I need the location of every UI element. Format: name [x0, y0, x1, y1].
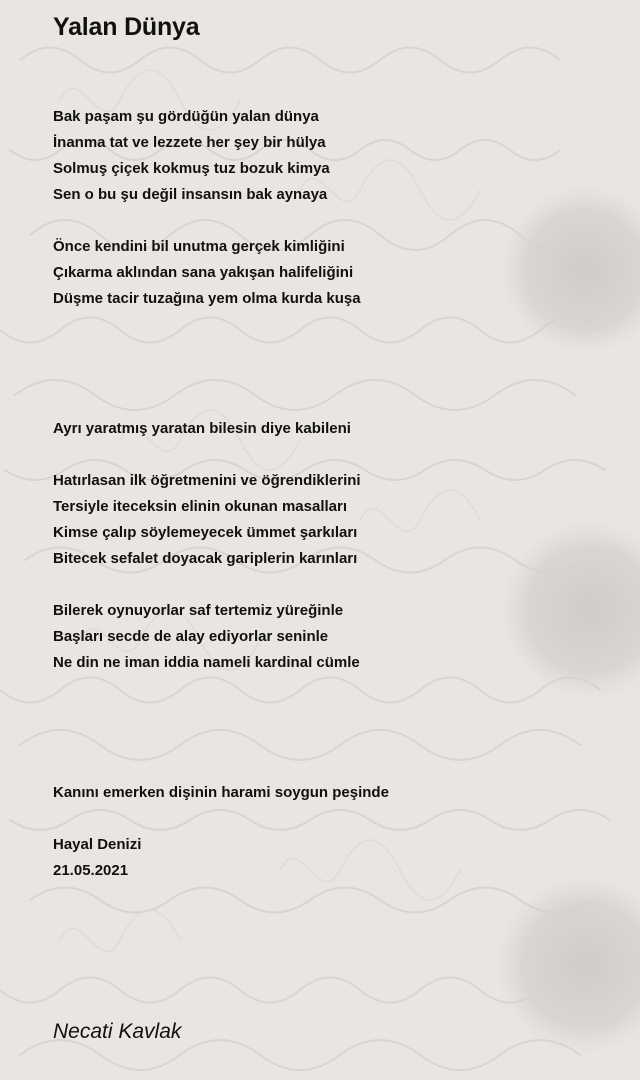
stanza-break — [53, 676, 613, 702]
stanza-break — [53, 754, 613, 780]
stanza-break — [53, 806, 613, 832]
stanza-break — [53, 728, 613, 754]
stanza-break — [53, 208, 613, 234]
stanza-break — [53, 390, 613, 416]
poem-line: Düşme tacir tuzağına yem olma kurda kuşa — [53, 290, 361, 307]
author-name: Necati Kavlak — [53, 1020, 182, 1043]
poem-line: Bak paşam şu gördüğün yalan dünya — [53, 108, 319, 125]
stanza-break — [53, 312, 613, 338]
poem-line: Kimse çalıp söylemeyecek ümmet şarkıları — [53, 524, 358, 541]
poem-line: Tersiyle iteceksin elinin okunan masalları — [53, 498, 348, 515]
poem-line: Bilerek oynuyorlar saf tertemiz yüreğinle — [53, 602, 344, 619]
poem-date: 21.05.2021 — [53, 862, 129, 879]
poem-line: Sen o bu şu değil insansın bak aynaya — [53, 186, 328, 203]
stanza-break — [53, 702, 613, 728]
stanza-break — [53, 442, 613, 468]
poem-line: Önce kendini bil unutma gerçek kimliğini — [53, 238, 345, 255]
poem-line: Solmuş çiçek kokmuş tuz bozuk kimya — [53, 160, 330, 177]
poem-line: İnanma tat ve lezzete her şey bir hülya — [53, 134, 326, 151]
poem-line: Ne din ne iman iddia nameli kardinal cümle — [53, 654, 360, 671]
poem-line: Kanını emerken dişinin harami soygun peşinde — [53, 784, 389, 801]
stanza-break — [53, 364, 613, 390]
poem-line: Hatırlasan ilk öğretmenini ve öğrendiklerini — [53, 472, 361, 489]
poem-line: Çıkarma aklından sana yakışan halifeliğini — [53, 264, 354, 281]
stanza-break — [53, 572, 613, 598]
stanza-break — [53, 338, 613, 364]
poem-line: Bitecek sefalet doyacak gariplerin karınları — [53, 550, 358, 567]
poem-line: Başları secde de alay ediyorlar seninle — [53, 628, 329, 645]
poem-line: Ayrı yaratmış yaratan bilesin diye kabileni — [53, 420, 351, 437]
poem-signature: Hayal Denizi — [53, 836, 142, 853]
poem-body — [53, 104, 613, 884]
poem-title: Yalan Dünya — [53, 13, 200, 41]
